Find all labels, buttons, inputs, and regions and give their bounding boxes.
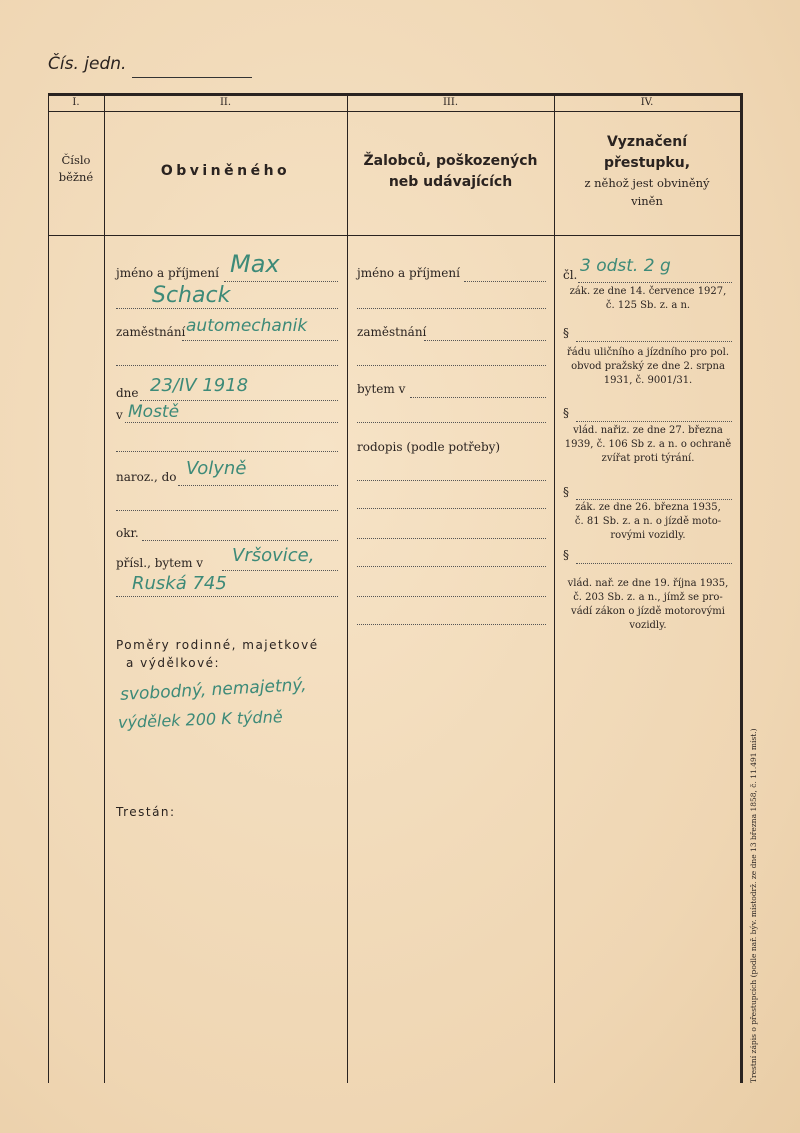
plaintiff-blank-line-8 [357,596,546,597]
offence-law-3-line-3: zvířat proti týrání. [601,453,695,464]
defendant-name-line [224,281,338,282]
column-3-title [347,151,554,193]
defendant-residence-street: Ruská 745 [132,573,227,594]
offence-law-1-line-1: zák. ze dne 14. července 1927, [569,286,727,297]
table-top-border [48,93,742,96]
defendant-occupation: automechanik [186,316,308,336]
plaintiff-name-line [464,281,546,282]
offence-section-line-2 [576,341,732,342]
offence-section-line-3 [576,421,732,422]
defendant-occupation-label: zaměstnání [116,325,186,339]
column-1-title [48,152,104,186]
defendant-residence-line-2 [116,596,338,597]
offence-article-line [578,282,732,283]
offence-section-sign-4: § [563,485,569,499]
family-conditions-value-1: svobodný, nemajetný, [119,675,308,705]
offence-law-5-line-2: č. 203 Sb. z. a n., jímž se pro- [573,592,723,603]
defendant-date-line [140,400,338,401]
offence-law-1-line-2: č. 125 Sb. z. a n. [605,300,691,311]
column-divider-2 [347,93,348,1083]
plaintiff-occupation-label: zaměstnání [357,325,427,339]
defendant-surname-line [116,308,338,309]
defendant-blank-line-1 [116,365,338,366]
defendant-birth-date: 23/IV 1918 [150,375,249,396]
plaintiff-residence-line [410,397,546,398]
defendant-district-line [142,540,338,541]
reference-number-line [132,77,252,78]
offence-law-3 [558,424,738,466]
defendant-date-label: dne [116,386,139,400]
family-conditions-heading [116,636,319,672]
column-4-subtitle-line-2: viněn [631,194,663,208]
offence-section-sign-5: § [563,548,569,562]
offence-law-3-line-1: vlád. nařiz. ze dne 27. března [573,425,723,436]
plaintiff-blank-line-2 [357,365,546,366]
defendant-residence: Vršovice, [232,545,315,566]
defendant-name-label: jméno a příjmení [116,266,219,280]
column-4-title-line-1: Vyznačení [606,134,688,150]
defendant-place-label: v [116,408,123,422]
family-conditions-value-2: výdělek 200 K týdně [117,707,283,732]
column-4-title [554,132,740,210]
plaintiff-blank-line-1 [357,308,546,309]
defendant-place-line [125,422,338,423]
offence-section-sign-2: § [563,326,569,340]
offence-law-4-line-2: č. 81 Sb. z. a n. o jízdě moto- [574,516,722,527]
column-2-title: Obviněného [160,163,291,179]
defendant-blank-line-3 [116,510,338,511]
defendant-born-in: Volyně [186,458,247,479]
plaintiff-blank-line-4 [357,480,546,481]
column-3-title-line-1: Žalobců, poškozených [363,153,538,169]
defendant-surname: Schack [152,283,231,308]
column-divider-1 [104,93,105,1083]
defendant-residence-label: přísl., bytem v [116,556,204,570]
plaintiff-blank-line-6 [357,538,546,539]
family-conditions-heading-line-2: a výdělkové: [126,656,221,670]
column-1-number: I. [72,97,80,108]
plaintiff-blank-line-9 [357,624,546,625]
offence-law-3-line-2: 1939, č. 106 Sb z. a n. o ochraně [564,439,732,450]
offence-law-4 [558,501,738,543]
column-divider-3 [554,93,555,1083]
side-form-note: Trestní zápis o přestupcích (podle nař. býv. místodrž. ze dne 13 března 1858, č. 11.491 míst.) [749,728,758,1083]
plaintiff-name-label: jméno a příjmení [357,266,460,280]
plaintiff-occupation-line [424,340,546,341]
defendant-born-line [178,485,338,486]
defendant-residence-line [222,570,338,571]
defendant-birth-place: Mostě [128,402,180,422]
offence-section-line-4 [576,499,732,500]
table-header-divider [48,235,740,236]
plaintiff-blank-line-5 [357,508,546,509]
column-4-number: IV. [640,97,654,108]
offence-law-4-line-3: rovými vozidly. [610,530,686,541]
punished-label: Trestán: [116,805,176,819]
plaintiff-residence-label: bytem v [357,382,406,396]
offence-law-2-line-1: řádu uličního a jízdního pro pol. [566,347,730,358]
offence-law-2-line-2: obvod pražský ze dne 2. srpna [571,361,725,372]
defendant-district-label: okr. [116,526,139,540]
offence-law-5-line-1: vlád. nař. ze dne 19. října 1935, [567,578,729,589]
offence-law-2 [558,346,738,388]
column-3-number: III. [442,97,459,108]
plaintiff-bio-label: rodopis (podle potřeby) [357,440,501,454]
column-1-title-line-2: běžné [58,170,94,184]
defendant-first-name: Max [230,250,280,278]
offence-section-line-5 [576,563,732,564]
defendant-occupation-line [182,340,338,341]
offence-section-sign-3: § [563,406,569,420]
table-right-border [740,93,743,1083]
offence-law-5-line-3: vádí zákon o jízdě motorovými [571,606,725,617]
offence-law-2-line-3: 1931, č. 9001/31. [603,375,693,386]
offence-article-value: 3 odst. 2 g [580,256,671,276]
offence-law-5 [558,577,738,633]
offence-law-4-line-1: zák. ze dne 26. března 1935, [575,502,721,513]
offence-article-label: čl. [563,268,578,282]
plaintiff-blank-line-7 [357,566,546,567]
plaintiff-blank-line-3 [357,422,546,423]
table-roman-divider [48,111,740,112]
offence-law-5-line-4: vozidly. [629,620,667,631]
column-4-title-line-2: přestupku, [603,155,691,171]
column-3-title-line-2: neb udávajících [388,174,513,190]
reference-number-label: Čís. jedn. [48,54,127,74]
column-4-subtitle-line-1: z něhož jest obviněný [584,176,710,190]
table-left-border [48,93,49,1083]
defendant-blank-line-2 [116,451,338,452]
column-1-title-line-1: Číslo [61,153,91,167]
defendant-born-label: naroz., do [116,470,177,484]
column-2-number: II. [219,97,232,108]
offence-law-1 [558,285,738,313]
family-conditions-heading-line-1: Poměry rodinné, majetkové [116,638,319,652]
